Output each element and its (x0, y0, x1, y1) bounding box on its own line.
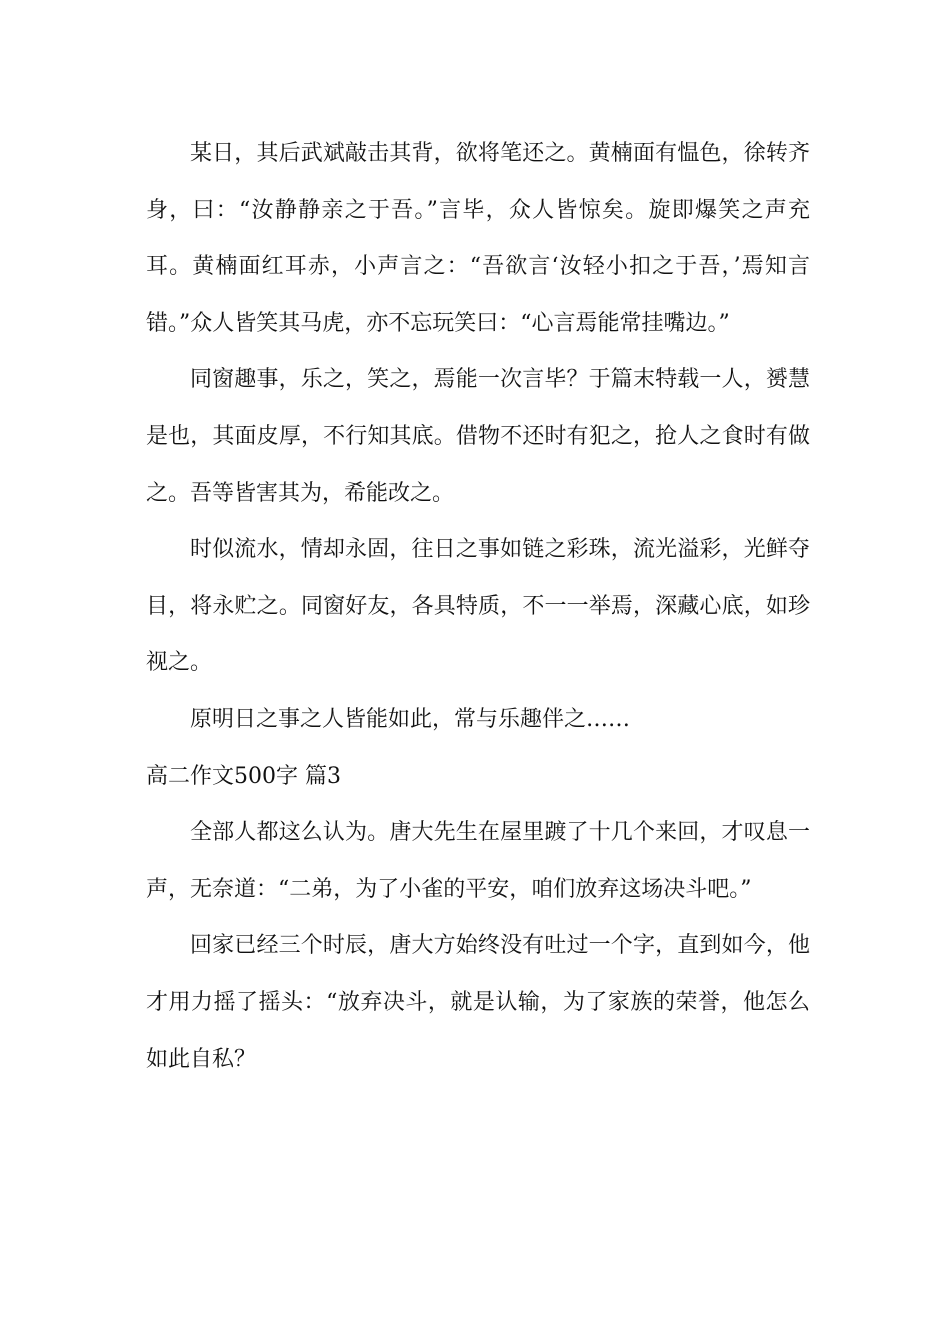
paragraph: 全部人都这么认为。唐大先生在屋里踱了十几个来回，才叹息一声，无奈道：“二弟，为了小雀的平安，咱们放弃这场决斗吧。” (146, 820, 810, 902)
paragraph: 原明日之事之人皆能如此，常与乐趣伴之…… (190, 706, 631, 732)
section-heading: 高二作文500字 篇3 (146, 763, 341, 789)
document-body (146, 126, 810, 1088)
paragraph: 时似流水，情却永固，往日之事如链之彩珠，流光溢彩，光鲜夺目，将永贮之。同窗好友，各具特质，不一一举焉，深藏心底，如珍视之。 (146, 537, 810, 676)
paragraph: 同窗趣事，乐之，笑之，焉能一次言毕？于篇末特载一人，赟慧是也，其面皮厚，不行知其底。借物不还时有犯之，抢人之食时有做之。吾等皆害其为，希能改之。 (146, 367, 810, 506)
paragraph: 某日，其后武斌敲击其背，欲将笔还之。黄楠面有愠色，徐转齐身，曰：“汝静静亲之于吾。”言毕，众人皆惊矣。旋即爆笑之声充耳。黄楠面红耳赤，小声言之：“吾欲言‘汝轻小扣之于吾，’焉知言错。”众人皆笑其马虎，亦不忘玩笑曰：“心言焉能常挂嘴边。” (146, 141, 810, 336)
paragraph: 回家已经三个时辰，唐大方始终没有吐过一个字，直到如今，他才用力摇了摇头：“放弃决斗，就是认输，为了家族的荣誉，他怎么如此自私？ (146, 933, 810, 1072)
